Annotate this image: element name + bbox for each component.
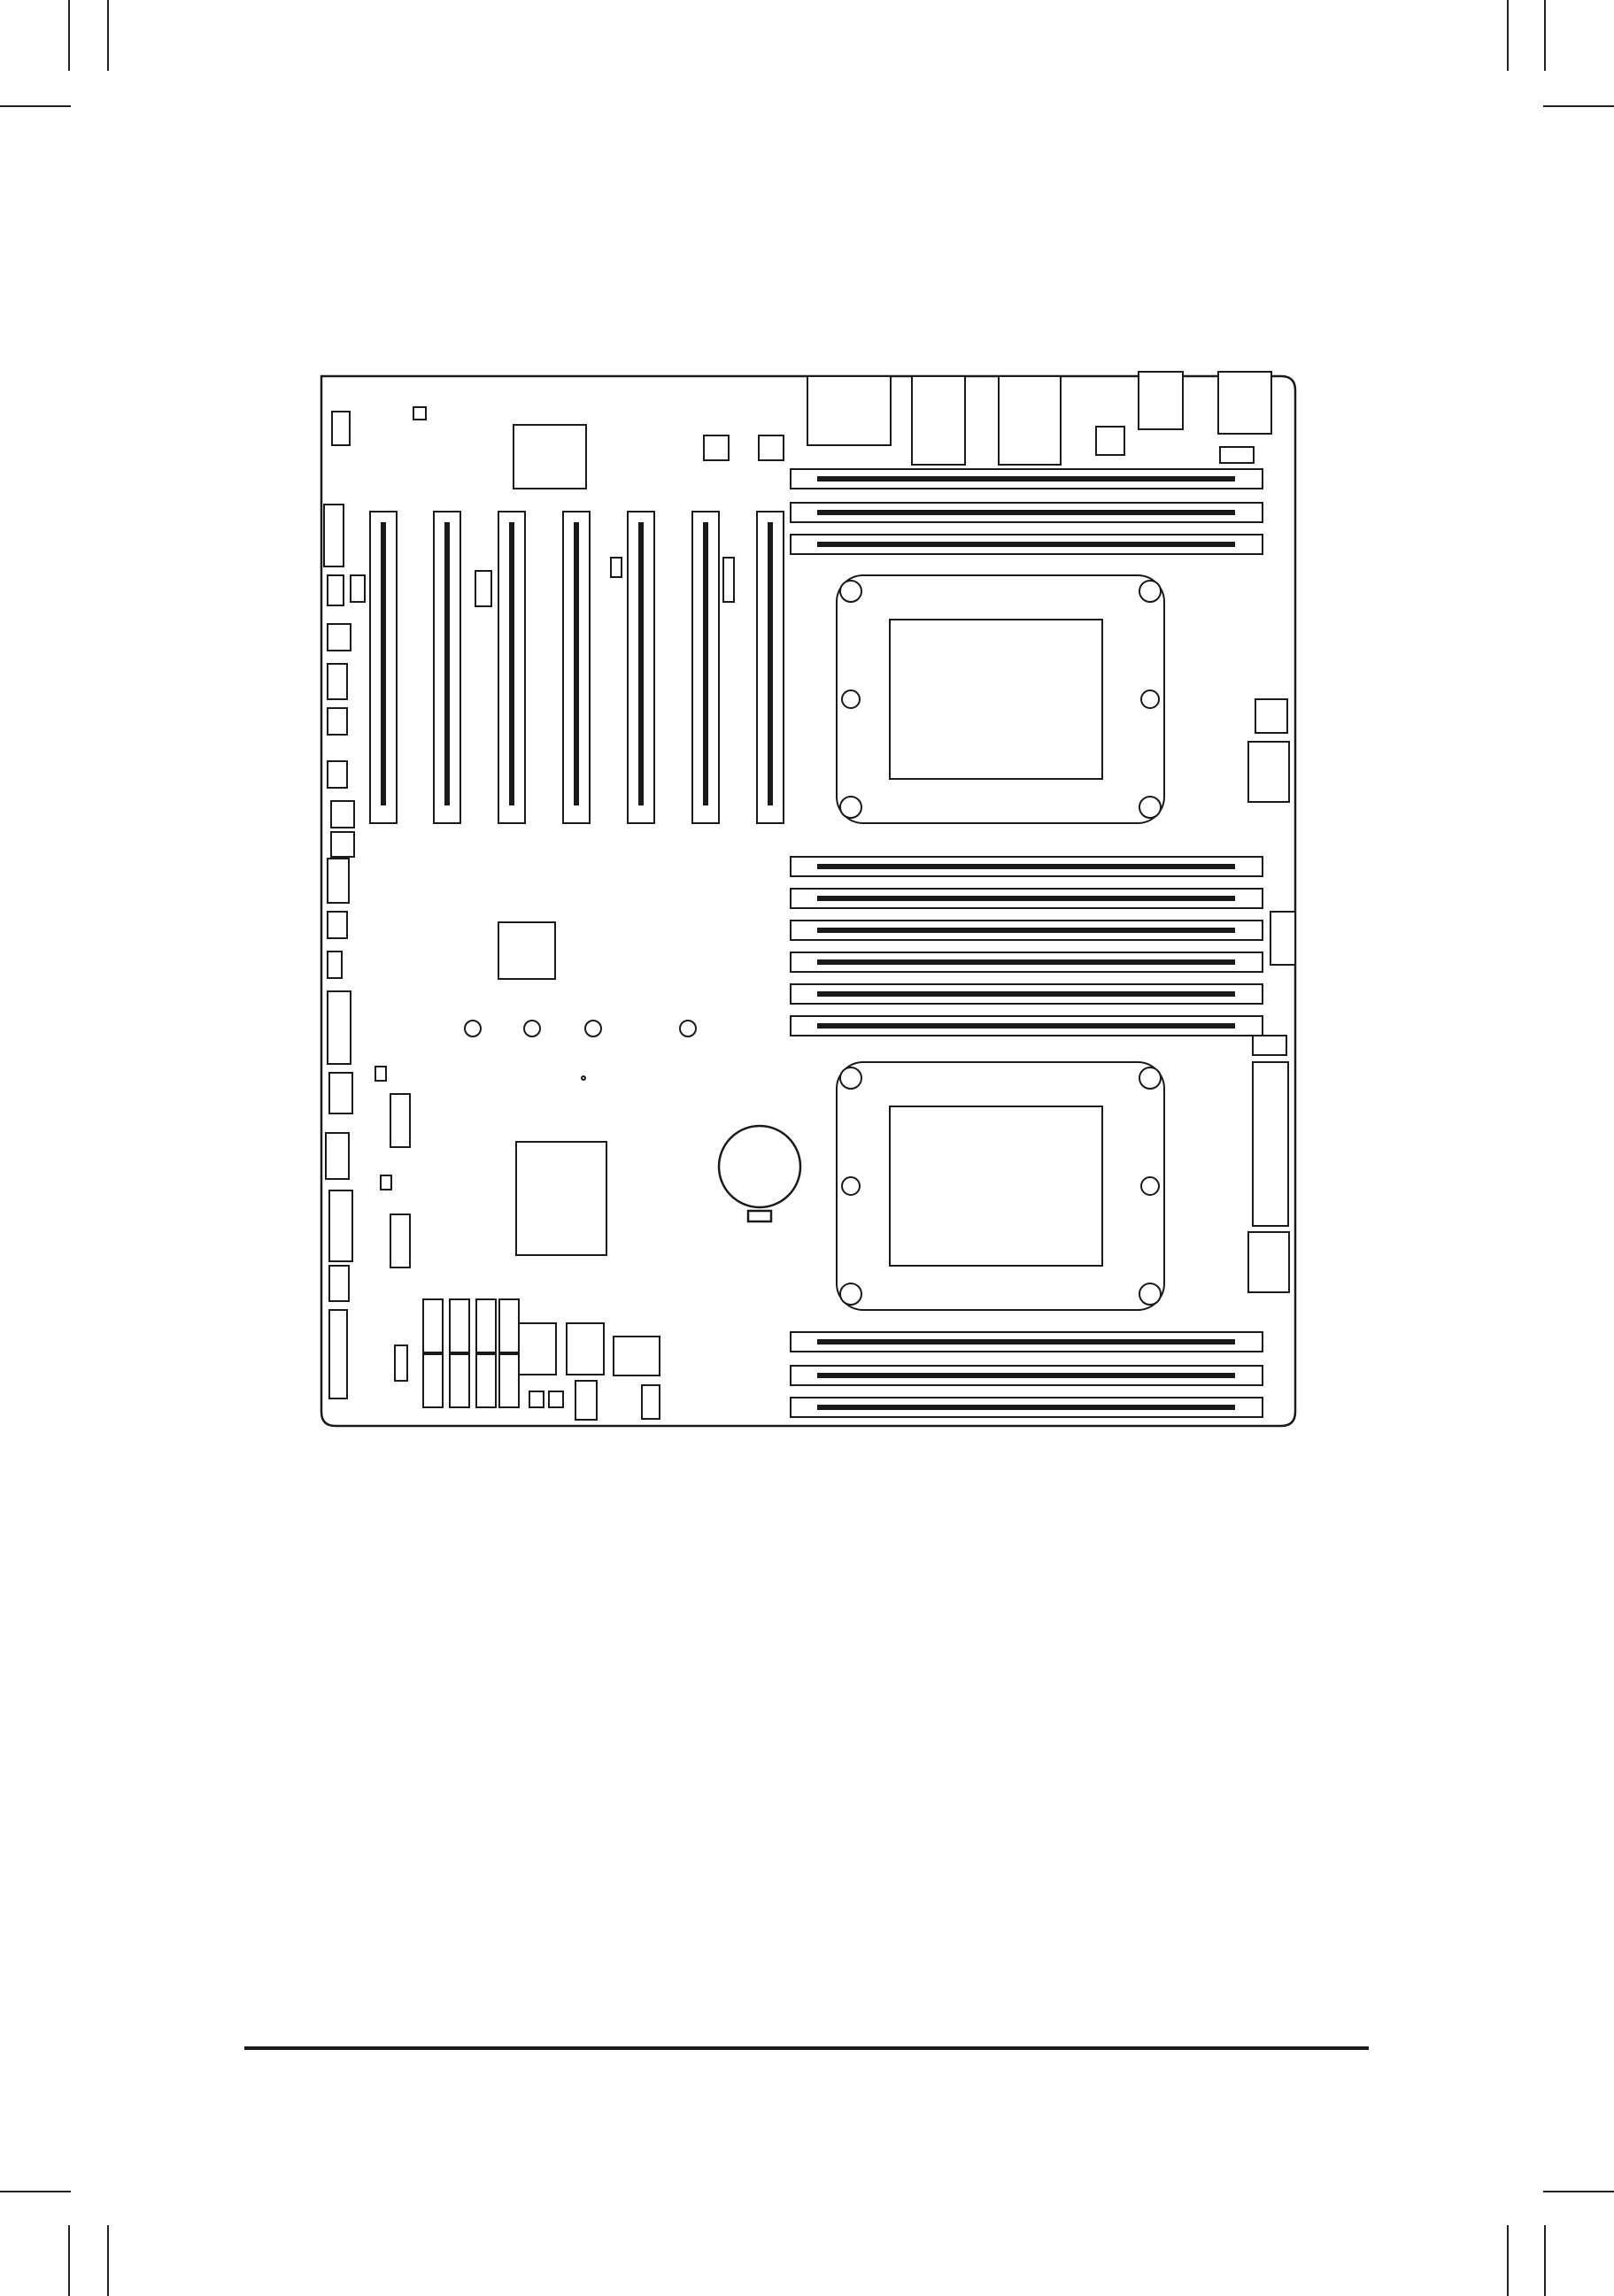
memory-slots-top [791, 469, 1263, 554]
cpu-socket-2 [837, 1062, 1164, 1310]
memory-slots-bottom [791, 1332, 1263, 1417]
cpu-socket-1 [837, 575, 1164, 823]
